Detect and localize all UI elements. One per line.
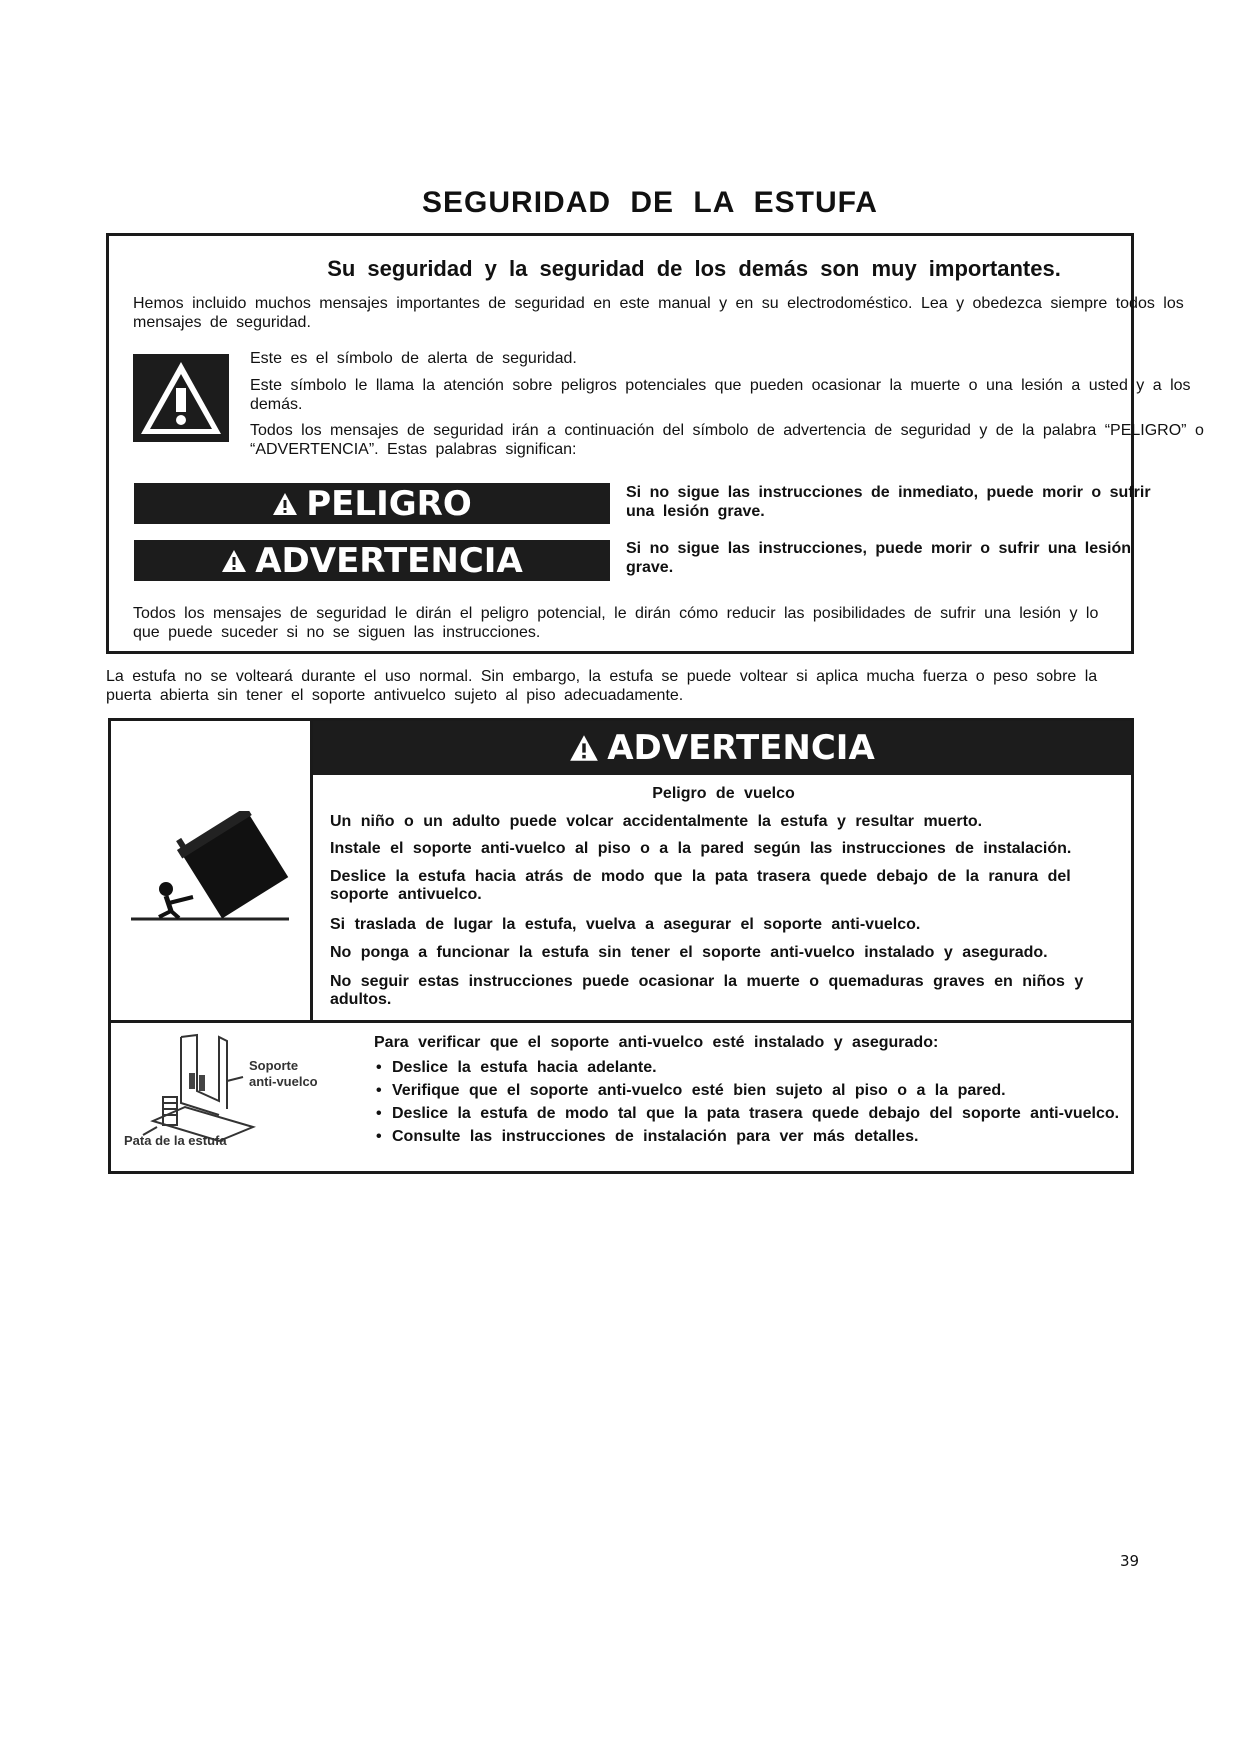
- verify-item: • Consulte las instrucciones de instalación para ver más detalles.: [374, 1128, 1134, 1146]
- warning-line: Un niño o un adulto puede volcar accidentalmente la estufa y resultar muerto.: [330, 813, 983, 830]
- advertencia-signal: [134, 540, 610, 581]
- verify-heading: Para verificar que el soporte anti-vuelco esté instalado y asegurado:: [374, 1034, 939, 1051]
- page-title: SEGURIDAD DE LA ESTUFA: [422, 186, 878, 219]
- safety-intro-text: Hemos incluido muchos mensajes importantes de seguridad en este manual y en su electrodoméstico. Lea y obedezca siempre todos los mensajes de seguridad.: [133, 295, 1184, 331]
- warning-line: Si traslada de lugar la estufa, vuelva a asegurar el soporte anti-vuelco.: [330, 916, 921, 933]
- advertencia-banner-label: ADVERTENCIA: [607, 728, 875, 768]
- divider: [111, 1020, 1131, 1023]
- advertencia-description: Si no sigue las instrucciones, puede morir o sufrir una lesión grave.: [626, 540, 1131, 576]
- peligro-signal: [134, 483, 610, 524]
- verify-item: • Deslice la estufa hacia adelante.: [374, 1059, 1134, 1077]
- safety-alert-icon: [133, 354, 229, 442]
- bracket-label: Soporte anti-vuelco: [249, 1058, 318, 1089]
- warning-line: No ponga a funcionar la estufa sin tener el soporte anti-vuelco instalado y asegurado.: [330, 944, 1048, 961]
- safety-footer-text: Todos los mensajes de seguridad le dirán el peligro potencial, le dirán cómo reducir las posibilidades de sufrir una lesión y lo que puede suceder si no se siguen las instrucciones.: [133, 605, 1099, 641]
- safety-intro-box: [106, 233, 1204, 654]
- warning-triangle-icon: [569, 734, 599, 762]
- warning-subtitle: Peligro de vuelco: [652, 785, 795, 802]
- advertencia-label: ADVERTENCIA: [255, 540, 523, 581]
- peligro-description: Si no sigue las instrucciones de inmediato, puede morir o sufrir una lesión grave.: [626, 484, 1151, 520]
- verify-item: • Verifique que el soporte anti-vuelco esté bien sujeto al piso o a la pared.: [374, 1082, 1134, 1100]
- warning-triangle-icon: [272, 492, 298, 516]
- peligro-label: PELIGRO: [306, 483, 472, 524]
- verify-item: • Deslice la estufa de modo tal que la pata trasera quede debajo del soporte anti-vuelco.: [374, 1105, 1134, 1123]
- stove-leg-label: Pata de la estufa: [124, 1133, 227, 1148]
- advertencia-banner: [313, 721, 1131, 775]
- symbol-line-1: Este es el símbolo de alerta de seguridad.: [250, 350, 577, 367]
- tipping-range-illustration: [131, 811, 291, 941]
- warning-line: No seguir estas instrucciones puede ocasionar la muerte o quemaduras graves en niños y adultos.: [330, 973, 1084, 1008]
- warning-line: Instale el soporte anti-vuelco al piso o a la pared según las instrucciones de instalación.: [330, 840, 1072, 857]
- page-number: 39: [1120, 1552, 1140, 1570]
- warning-line: Deslice la estufa hacia atrás de modo que la pata trasera quede debajo de la ranura del soporte antivuelco.: [330, 868, 1071, 903]
- symbol-line-3: Todos los mensajes de seguridad irán a continuación del símbolo de advertencia de seguridad y de la palabra “PELIGRO” o “ADVERTENCIA”. Estas palabras significan:: [250, 422, 1204, 458]
- verify-list: [374, 1059, 1134, 1151]
- safety-heading: Su seguridad y la seguridad de los demás son muy importantes.: [327, 256, 1061, 281]
- tip-over-warning-box: [108, 718, 1134, 1174]
- symbol-line-2: Este símbolo le llama la atención sobre peligros potenciales que pueden ocasionar la muerte o una lesión a usted y a los demás.: [250, 377, 1191, 413]
- tip-over-note: La estufa no se volteará durante el uso normal. Sin embargo, la estufa se puede voltear si aplica mucha fuerza o peso sobre la puerta abierta sin tener el soporte antivuelco sujeto al piso adecuadamente.: [106, 668, 1098, 704]
- warning-triangle-icon: [221, 549, 247, 573]
